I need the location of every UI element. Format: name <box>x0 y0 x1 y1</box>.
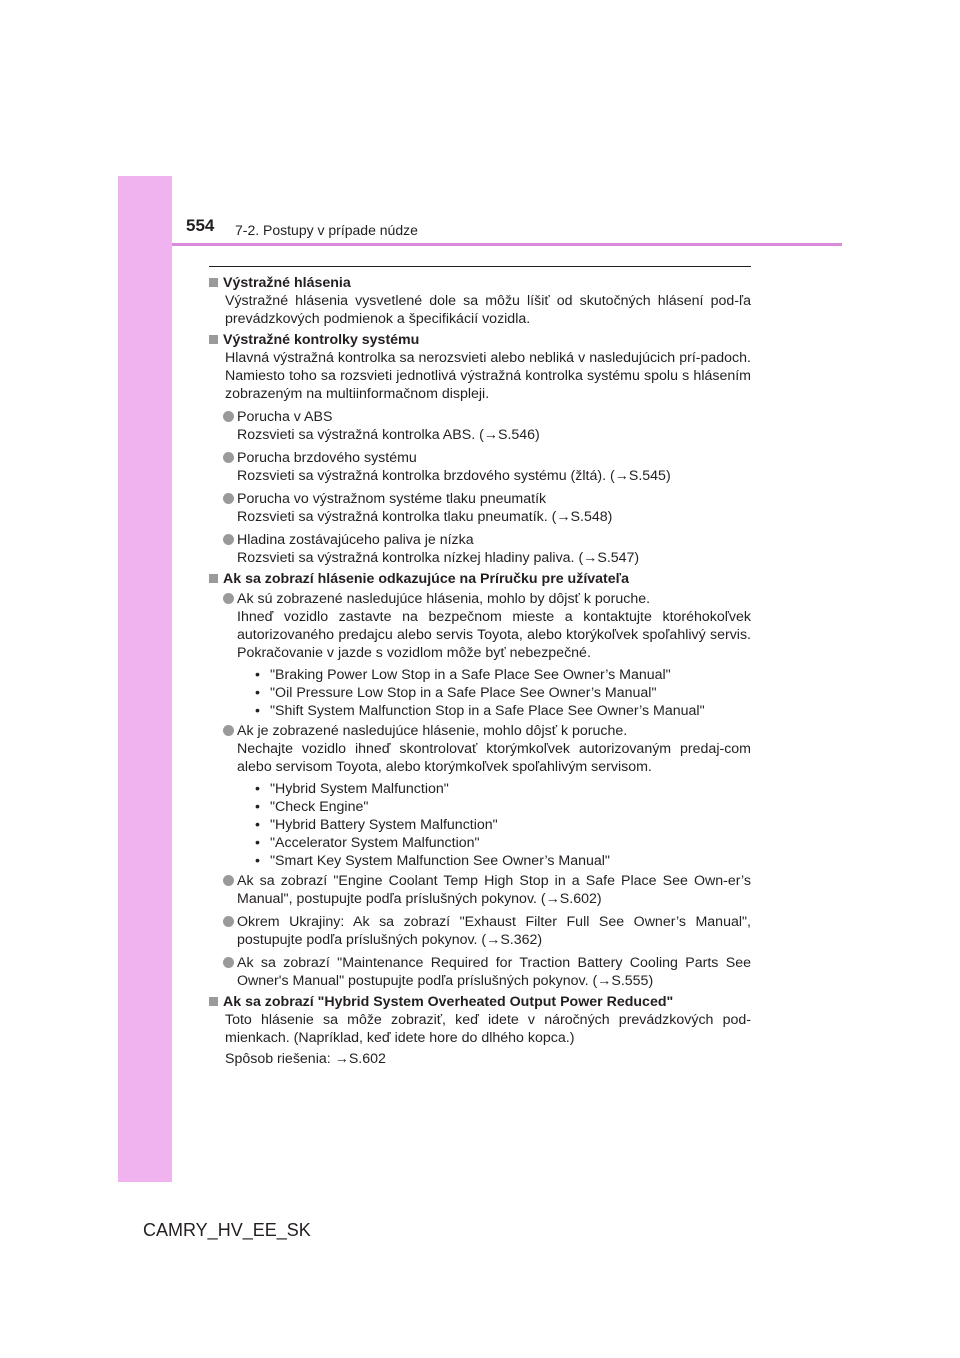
heading-hybrid-overheated: Ak sa zobrazí "Hybrid System Overheated Output Power Reduced" <box>209 993 751 1011</box>
message-list-item: • "Braking Power Low Stop in a Safe Place See Owner’s Manual" <box>255 667 671 683</box>
footer-code: CAMRY_HV_EE_SK <box>143 1220 311 1240</box>
heading-prirucka: Ak sa zobrazí hlásenie odkazujúce na Príručku pre užívateľa <box>209 570 751 588</box>
paragraph: Výstražné hlásenia vysvetlené dole sa môžu líšiť od skutočných hlásení pod-ľa prevádzkových podmienok a špecifikácií vozidla. <box>225 293 751 327</box>
list-item: Ak sú zobrazené nasledujúce hlásenia, mohlo by dôjsť k poruche. Ihneď vozidlo zastavte na bezpečnom mieste a kontaktujte ktoréhokoľvek autorizovaného predajcu alebo servis Toyota, alebo ktorýkoľvek spoľahlivý servis. Pokračovanie v jazde s vozidlom môže byť nebezpečné. • "Braking Power Low Stop in a Safe Place See Owner’s Manual" • "Oil Pressure Low Stop in a Safe Place See Owner’s Manual" • "Shift System Malfunction Stop in a Safe Place See Owner’s Manual" <box>223 590 751 720</box>
paragraph: Hlavná výstražná kontrolka sa nerozsvieti alebo nebliká v nasledujúcich prí-padoch. Namiesto toho sa rozsvieti jednotlivá výstražná kontrolka systému spolu s hlásením zobrazeným na multiinformačnom displeji. <box>225 350 751 402</box>
message-list-item: • "Oil Pressure Low Stop in a Safe Place See Owner’s Manual" <box>255 685 657 701</box>
circle-bullet-icon <box>223 725 234 736</box>
circle-bullet-icon <box>223 957 234 968</box>
header-rule <box>172 243 842 246</box>
square-bullet-icon <box>209 574 218 583</box>
solution-text: Spôsob riešenia: →S.602 <box>225 1051 386 1067</box>
list-item: Ak je zobrazené nasledujúce hlásenie, mohlo dôjsť k poruche. Nechajte vozidlo ihneď skontrolovať ktorýmkoľvek autorizovaným predaj-com alebo servisom Toyota, alebo ktorýmkoľvek spoľahlivým servisom. • "Hybrid System Malfunction" • "Check Engine" • "Hybrid Battery System Malfunction" • "Accelerator System Malfunction" • "Smart Key System Malfunction See Owner’s Manual" <box>223 722 751 870</box>
circle-bullet-icon <box>223 452 234 463</box>
message-list <box>237 780 751 870</box>
list-item: Ak sa zobrazí "Maintenance Required for Traction Battery Cooling Parts See Owner's Manual" postupujte podľa príslušných pokynov. (→S.555) <box>223 954 751 990</box>
page-content <box>209 266 751 1068</box>
message-list-item: • "Check Engine" <box>255 799 369 815</box>
side-color-band <box>118 176 172 1182</box>
list-item: Porucha v ABS Rozsvieti sa výstražná kontrolka ABS. (→S.546) <box>223 408 751 444</box>
circle-bullet-icon <box>223 411 234 422</box>
list-item: Okrem Ukrajiny: Ak sa zobrazí "Exhaust Filter Full See Owner’s Manual", postupujte podľa príslušných pokynov. (→S.362) <box>223 913 751 949</box>
square-bullet-icon <box>209 997 218 1006</box>
message-list <box>237 666 751 720</box>
circle-bullet-icon <box>223 534 234 545</box>
page-number: 554 <box>186 216 215 235</box>
message-list-item: • "Hybrid System Malfunction" <box>255 781 449 797</box>
message-list-item: • "Hybrid Battery System Malfunction" <box>255 817 498 833</box>
list-item: Hladina zostávajúceho paliva je nízka Rozsvieti sa výstražná kontrolka nízkej hladiny paliva. (→S.547) <box>223 531 751 567</box>
circle-bullet-icon <box>223 593 234 604</box>
list-item: Ak sa zobrazí "Engine Coolant Temp High Stop in a Safe Place See Own-er’s Manual", postupujte podľa príslušných pokynov. (→S.602) <box>223 872 751 908</box>
message-list-item: • "Accelerator System Malfunction" <box>255 835 480 851</box>
paragraph: Toto hlásenie sa môže zobraziť, keď idete v náročných prevádzkových pod-mienkach. (Napríklad, keď idete hore do dlhého kopca.) <box>225 1012 751 1046</box>
circle-bullet-icon <box>223 493 234 504</box>
message-list-item: • "Smart Key System Malfunction See Owner’s Manual" <box>255 853 610 869</box>
list-item: Porucha vo výstražnom systéme tlaku pneumatík Rozsvieti sa výstražná kontrolka tlaku pneumatík. (→S.548) <box>223 490 751 526</box>
section-title: 7-2. Postupy v prípade núdze <box>235 222 418 238</box>
circle-bullet-icon <box>223 916 234 927</box>
circle-bullet-icon <box>223 875 234 886</box>
message-list-item: • "Shift System Malfunction Stop in a Safe Place See Owner’s Manual" <box>255 703 705 719</box>
square-bullet-icon <box>209 278 218 287</box>
heading-vystrazne-hlasenia: Výstražné hlásenia <box>209 274 751 292</box>
heading-vystrazne-kontrolky: Výstražné kontrolky systému <box>209 331 751 349</box>
list-item: Porucha brzdového systému Rozsvieti sa výstražná kontrolka brzdového systému (žltá). (→S.545) <box>223 449 751 485</box>
square-bullet-icon <box>209 335 218 344</box>
